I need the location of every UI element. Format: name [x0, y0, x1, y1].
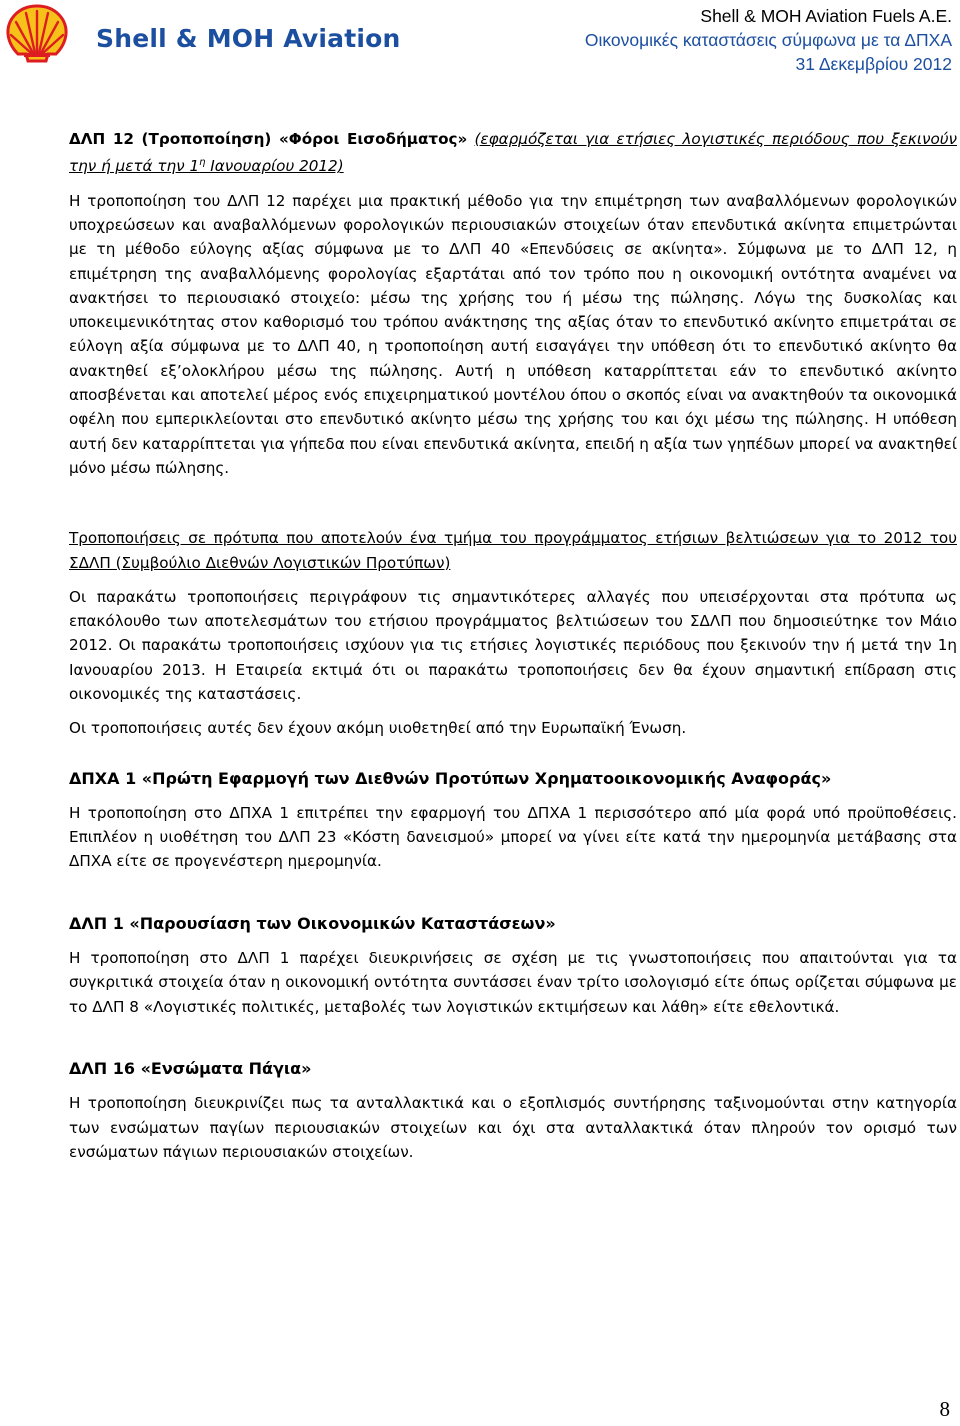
improvements-paragraph: Οι παρακάτω τροποποιήσεις περιγράφουν τις σημαντικότερες αλλαγές που υπεισέρχονται στα πρότυπα ως επακόλουθο των αποτελεσμάτων του ετήσιου προγράμματος βελτιώσεων του ΣΔΛΠ που δημοσιεύτηκε τον Μάιο 2012. Οι παρακάτω τροποποιήσεις ισχύουν για τις ετήσιες λογιστικές περιόδους που ξεκινούν την ή μετά την 1η Ιανουαρίου 2013. Η Εταιρεία εκτιμά ότι οι παρακάτω τροποποιήσεις δεν θα έχουν σημαντική επίδραση στις οικονομικές της καταστάσεις. — [69, 587, 957, 703]
ias16-paragraph: Η τροποποίηση διευκρινίζει πως τα ανταλλακτικά και ο εξοπλισμός συντήρησης ταξινομούνται στην κατηγορία των ενσώματων παγίων περιουσιακών στοιχείων και όχι στα ανταλλακτικά όταν πληρούν τον ορισμό των ενσώματων πάγιων περιουσιακών στοιχείων. — [69, 1094, 957, 1161]
document-body — [69, 127, 957, 1164]
ias12-heading — [69, 127, 957, 179]
section-title: ΔΛΠ 12 (Τροποποίηση) «Φόροι Εισοδήματος» — [69, 130, 468, 148]
improvements-heading: Τροποποιήσεις σε πρότυπα που αποτελούν ένα τμήμα του προγράμματος ετήσιων βελτιώσεων για το 2012 του ΣΔΛΠ (Συμβούλιο Διεθνών Λογιστικών Προτύπων) — [69, 529, 957, 572]
ias12-paragraph: Η τροποποίηση του ΔΛΠ 12 παρέχει μια πρακτική μέθοδο για την επιμέτρηση των αναβαλλόμενων φορολογικών υποχρεώσεων και αναβαλλόμενων φορολογικών περιουσιακών στοιχείων όταν επενδυτικά ακίνητα επιμετρώνται με τη μέθοδο εύλογης αξίας σύμφωνα με το ΔΛΠ 40 «Επενδύσεις σε ακίνητα». Σύμφωνα με το ΔΛΠ 12, η επιμέτρηση της αναβαλλόμενης φορολογίας εξαρτάται από τον τρόπο που η οικονομική οντότητα αναμένει να ανακτήσει το περιουσιακό στοιχείο: μέσω της χρήσης του ή μέσω της πώλησης. Λόγω της δυσκολίας και υποκειμενικότητας στον καθορισμό του τρόπου ανάκτησης της αξίας όταν το επενδυτικό ακίνητο επιμετράται σε εύλογη αξία σύμφωνα με το ΔΛΠ 40, η τροποποίηση αυτή εισαγάγει την υπόθεση ότι το επενδυτικό ακίνητο θα ανακτηθεί εξ’ολοκλήρου μέσω της πώλησης. Αυτή η υπόθεση καταρρίπτεται εάν το επενδυτικό ακίνητο αποσβένεται και αποτελεί μέρος ενός επιχειρηματικού μοντέλου όπου ο σκοπός είναι να ανακτηθούν τα οικονομικά οφέλη που εμπερικλείονται στο επενδυτικό ακίνητο μέσω της χρήσης του και όχι μέσω της πώλησης. Η υπόθεση αυτή δεν καταρρίπτεται για γήπεδα που είναι επενδυτικά ακίνητα, επειδή η αξία των γηπέδων μπορεί να ανακτηθεί μόνο μέσω πώλησης. — [69, 191, 957, 477]
effective-date-note: (εφαρμόζεται για ετήσιες λογιστικές περιόδους που ξεκινούν την ή μετά την $1^\eta$ Ιανουαρίου 2012) — [69, 130, 958, 176]
ias16-heading: ΔΛΠ 16 «Ενσώματα Πάγια» — [69, 1058, 312, 1078]
header-info — [585, 4, 952, 76]
brand-name: Shell & MOH Aviation — [96, 24, 401, 53]
ias1-heading: ΔΛΠ 1 «Παρουσίαση των Οικονομικών Καταστάσεων» — [69, 913, 556, 933]
document-subtitle: Οικονομικές καταστάσεις σύμφωνα με τα ΔΠΧΑ — [584, 30, 952, 50]
ifrs1-paragraph: Η τροποποίηση στο ΔΠΧΑ 1 επιτρέπει την εφαρμογή του ΔΠΧΑ 1 περισσότερο από μία φορά υπό προϋποθέσεις. Επιπλέον η υιοθέτηση του ΔΛΠ 23 «Κόστη δανεισμού» μπορεί να γίνει είτε κατά την ημερομηνία μετάβασης στα ΔΠΧΑ είτε σε προγενέστερη ημερομηνία. — [69, 803, 957, 871]
company-name: Shell & MOH Aviation Fuels A.E. — [700, 6, 952, 26]
page-header — [0, 0, 960, 92]
page-number: 8 — [939, 1397, 950, 1421]
report-date: 31 Δεκεμβρίου 2012 — [795, 54, 952, 74]
ias1-paragraph: Η τροποποίηση στο ΔΛΠ 1 παρέχει διευκρινήσεις σε σχέση με τις γνωστοποιήσεις που απαιτούνται για τα συγκριτικά στοιχεία όταν η οικονομική οντότητα συντάσσει έναν τρίτο ισολογισμό είτε όπως ορίζεται σύμφωνα με το ΔΛΠ 8 «Λογιστικές πολιτικές, μεταβολές των λογιστικών εκτιμήσεων και λάθη» είτε εθελοντικά. — [69, 949, 957, 1016]
ifrs1-heading: ΔΠΧΑ 1 «Πρώτη Εφαρμογή των Διεθνών Προτύπων Χρηματοοικονομικής Αναφοράς» — [69, 768, 832, 788]
improvements-eu-note: Οι τροποποιήσεις αυτές δεν έχουν ακόμη υιοθετηθεί από την Ευρωπαϊκή Ένωση. — [69, 719, 687, 738]
shell-pecten-logo — [4, 3, 70, 65]
